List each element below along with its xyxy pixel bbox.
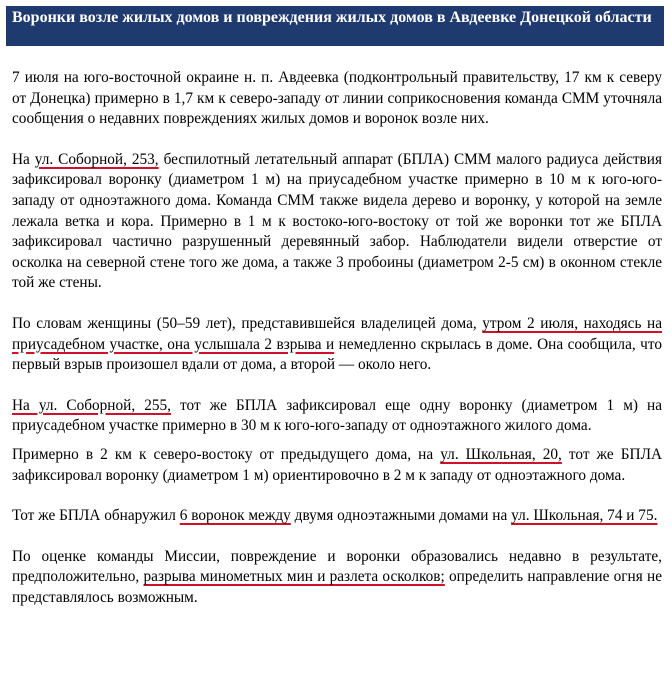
paragraph-7 [12, 547, 662, 609]
highlight-witness-statement: утром 2 июля, находясь на приусадебном участке, она услышала 2 взрыва и [12, 314, 662, 353]
paragraph-2-text-b: беспилотный летательный аппарат (БПЛА) СММ малого радиуса действия зафиксировал воронку (диаметром 1 м) на приусадебном участке примерно в 10 м к юго-юго-западу от одноэтажного дома. Команда СММ также видела дерево и воронку, у которой на земле лежала ветка и кора. Примерно в 1 м к востоко-юго-востоку от той же воронки тот же БПЛА зафиксировал частично разрушенный деревянный забор. Наблюдатели видели отверстие от осколка на северной стене того же дома, а также 3 пробоины (диаметром 2-5 см) в оконном стекле той же стены. [12, 150, 662, 292]
paragraph-6-text-a: Тот же БПЛА обнаружил [12, 507, 180, 525]
paragraph-4-text-b: тот же БПЛА зафиксировал еще одну воронку (диаметром 1 м) на приусадебном участке примерно в 30 м к юго-юго-западу от одноэтажного жилого дома. [12, 396, 662, 435]
highlight-address-shkolnaya-20: ул. Школьная, 20, [440, 445, 562, 463]
article-title-banner [6, 6, 664, 46]
highlight-address-sobornaya-253: ул. Соборной, 253, [34, 150, 159, 168]
paragraph-3 [12, 314, 662, 376]
paragraph-6-text-b: двумя одноэтажными домами на [290, 507, 512, 525]
article-title: Воронки возле жилых домов и повреждения жилых домов в Авдеевке Донецкой области [12, 9, 652, 26]
paragraph-2-text-a: На [12, 150, 35, 168]
article-body [12, 68, 662, 628]
paragraph-5 [12, 445, 662, 486]
paragraph-4 [12, 396, 662, 437]
paragraph-3-text-b: немедленно скрылась в доме. Она сообщила, что первый взрыв произошел вдали от дома, а второй — около него. [12, 335, 662, 374]
highlight-six-craters: 6 воронок между [179, 507, 291, 525]
paragraph-6 [12, 506, 662, 527]
paragraph-7-text-b: определить направление огня не представлялось возможным. [12, 568, 663, 606]
highlight-mortar-explosions: разрыва минометных мин и разлета осколков; [143, 568, 445, 586]
paragraph-5-text-b: тот же БПЛА зафиксировал воронку (диаметром 1 м) ориентировочно в 2 м к западу от одноэтажного дома. [12, 445, 663, 484]
paragraph-7-text-a: По оценке команды Миссии, повреждение и воронки образовались недавно в результате, предположительно, [12, 547, 662, 586]
highlight-address-shkolnaya-74-75: ул. Школьная, 74 и 75. [511, 507, 658, 525]
paragraph-5-text-a: Примерно в 2 км к северо-востоку от предыдущего дома, на [12, 445, 441, 463]
paragraph-2 [12, 150, 662, 294]
paragraph-1: 7 июля на юго-восточной окраине н. п. Авдеевка (подконтрольный правительству, 17 км к северу от Донецка) примерно в 1,7 км к северо-западу от линии соприкосновения команда СММ уточняла сообщения о недавних повреждениях жилых домов и воронок возле них. [12, 69, 662, 128]
highlight-address-sobornaya-255: На ул. Соборной, 255, [12, 396, 171, 414]
paragraph-3-text-a: По словам женщины (50–59 лет), представившейся владелицей дома, [12, 314, 483, 332]
